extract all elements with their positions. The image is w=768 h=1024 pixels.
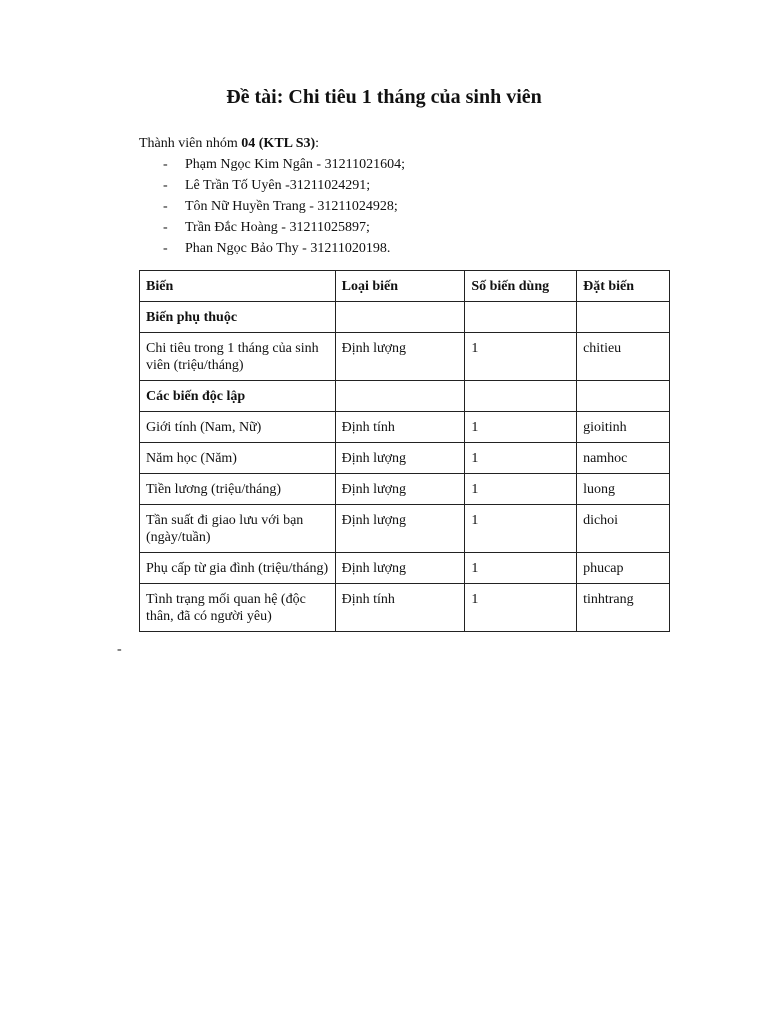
table-row — [140, 553, 670, 584]
member-label-suffix: : — [315, 136, 320, 151]
table-cell: Năm học (Năm) — [140, 443, 336, 474]
table-header-row — [140, 271, 670, 302]
member-list — [139, 154, 405, 259]
header-cell: Biến — [140, 271, 336, 302]
table-cell: Giới tính (Nam, Nữ) — [140, 412, 336, 443]
table-row — [140, 584, 670, 632]
table-section-row — [140, 381, 670, 412]
table-cell: phucap — [577, 553, 670, 584]
table-cell: dichoi — [577, 505, 670, 553]
section-cell: Biến phụ thuộc — [140, 302, 336, 333]
variable-table — [139, 270, 670, 632]
bullet-dash: - — [163, 220, 168, 235]
table-row — [140, 443, 670, 474]
table-cell: Định lượng — [335, 474, 465, 505]
page-title: Đề tài: Chi tiêu 1 tháng của sinh viên — [226, 86, 542, 108]
table-cell: Định tính — [335, 584, 465, 632]
member-label-prefix: Thành viên nhóm — [139, 136, 242, 151]
table-cell — [335, 381, 465, 412]
table-row — [140, 333, 670, 381]
list-item — [139, 154, 405, 175]
header-cell: Đặt biến — [577, 271, 670, 302]
bullet-dash: - — [163, 178, 168, 193]
member-name: Tôn Nữ Huyền Trang - 31211024928; — [185, 199, 398, 214]
table-cell: luong — [577, 474, 670, 505]
table-cell — [335, 302, 465, 333]
table-row — [140, 505, 670, 553]
bullet-dash: - — [163, 157, 168, 172]
table-cell: tinhtrang — [577, 584, 670, 632]
table-cell: Định tính — [335, 412, 465, 443]
table-row — [140, 412, 670, 443]
table-cell — [577, 302, 670, 333]
table-cell — [465, 381, 577, 412]
table-cell: Phụ cấp từ gia đình (triệu/tháng) — [140, 553, 336, 584]
table-cell: Định lượng — [335, 505, 465, 553]
table-cell: chitieu — [577, 333, 670, 381]
table-cell: 1 — [465, 553, 577, 584]
table-cell: Định lượng — [335, 553, 465, 584]
group-code: 04 (KTL S3) — [241, 136, 316, 151]
table-row — [140, 474, 670, 505]
header-cell: Số biến dùng — [465, 271, 577, 302]
table-cell: 1 — [465, 474, 577, 505]
table-cell: Tình trạng mối quan hệ (độc thân, đã có người yêu) — [140, 584, 336, 632]
table-cell: Tần suất đi giao lưu với bạn (ngày/tuần) — [140, 505, 336, 553]
table-cell: Tiền lương (triệu/tháng) — [140, 474, 336, 505]
table-cell: gioitinh — [577, 412, 670, 443]
table-cell: namhoc — [577, 443, 670, 474]
list-item — [139, 175, 405, 196]
member-name: Phan Ngọc Bảo Thy - 31211020198. — [185, 241, 391, 256]
table-cell: 1 — [465, 505, 577, 553]
table-cell: 1 — [465, 584, 577, 632]
table-cell: 1 — [465, 333, 577, 381]
member-section — [139, 133, 405, 259]
table-cell: Chi tiêu trong 1 tháng của sinh viên (triệu/tháng) — [140, 333, 336, 381]
list-item — [139, 196, 405, 217]
section-cell: Các biến độc lập — [140, 381, 336, 412]
table-cell — [577, 381, 670, 412]
table-cell: 1 — [465, 443, 577, 474]
stray-dash-mark: - — [117, 642, 122, 657]
table-cell: 1 — [465, 412, 577, 443]
table-cell: Định lượng — [335, 443, 465, 474]
bullet-dash: - — [163, 199, 168, 214]
table-section-row — [140, 302, 670, 333]
member-name: Trần Đắc Hoàng - 31211025897; — [185, 220, 370, 235]
member-label — [139, 133, 405, 154]
list-item — [139, 217, 405, 238]
member-name: Phạm Ngọc Kim Ngân - 31211021604; — [185, 157, 405, 172]
list-item — [139, 238, 405, 259]
table-cell — [465, 302, 577, 333]
member-name: Lê Trần Tố Uyên -31211024291; — [185, 178, 371, 193]
header-cell: Loại biến — [335, 271, 465, 302]
bullet-dash: - — [163, 241, 168, 256]
table-cell: Định lượng — [335, 333, 465, 381]
